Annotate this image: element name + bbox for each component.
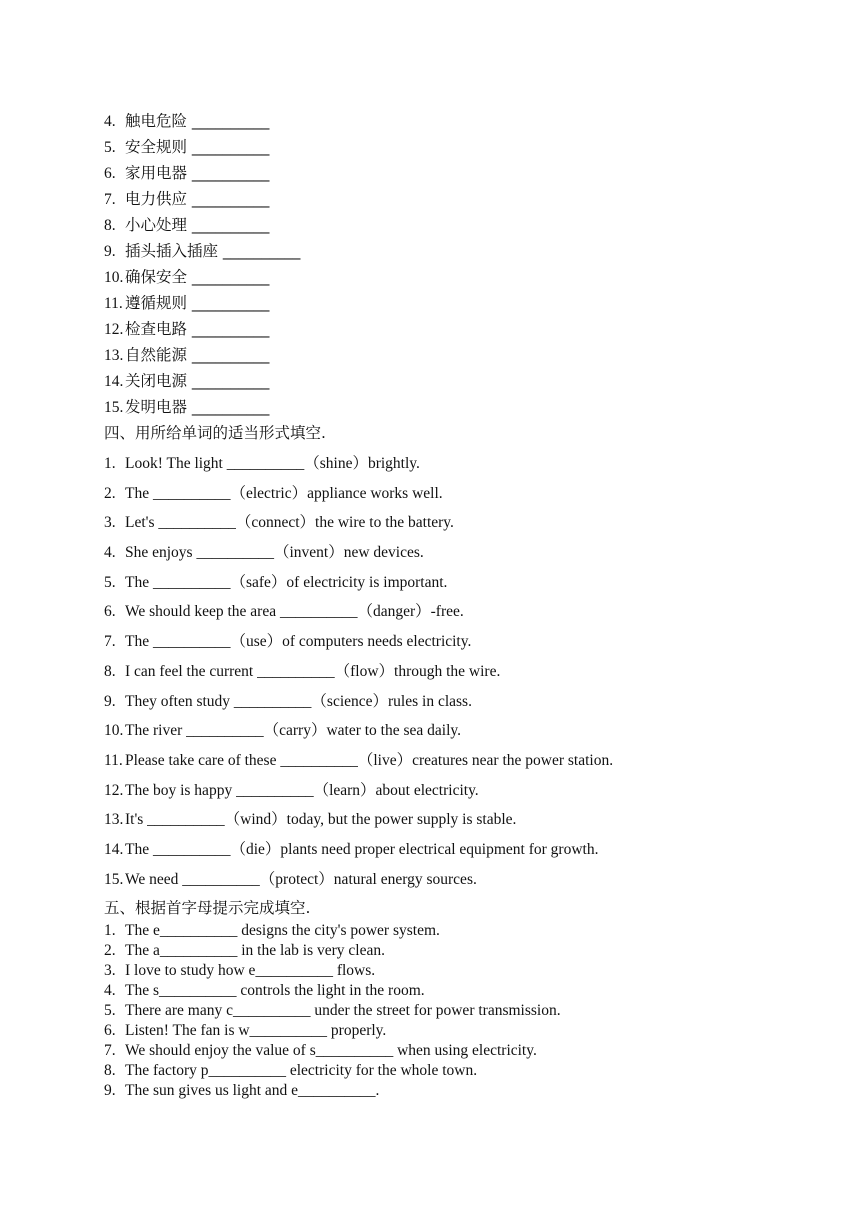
initial-letter-list: [104, 921, 561, 1101]
item-number: 4.: [104, 113, 116, 130]
list-item: [104, 921, 561, 941]
item-text: The river __________（carry）water to the sea daily.: [125, 722, 462, 740]
item-text: 电力供应 __________: [125, 190, 270, 208]
word-form-list: [104, 449, 613, 894]
item-number: 8.: [104, 217, 116, 234]
item-text: 插头插入插座 __________: [125, 242, 301, 260]
list-item: [104, 687, 613, 717]
list-item: [104, 835, 613, 865]
item-text: 小心处理 __________: [125, 216, 270, 234]
item-number: 11.: [104, 295, 123, 312]
item-text: I can feel the current __________（flow）through the wire.: [125, 662, 501, 680]
item-text: I love to study how e__________ flows.: [125, 962, 376, 979]
list-item: [104, 316, 300, 342]
list-item: [104, 981, 561, 1001]
item-text: Look! The light __________（shine）brightly.: [125, 455, 420, 472]
item-text: The boy is happy __________（learn）about electricity.: [125, 781, 479, 799]
item-text: The s__________ controls the light in the room.: [125, 982, 425, 999]
item-number: 9.: [104, 243, 116, 260]
list-item: [104, 941, 561, 961]
item-text: The a__________ in the lab is very clean.: [125, 942, 385, 959]
item-text: We should keep the area __________（danger）-free.: [125, 603, 464, 621]
list-item: [104, 108, 300, 134]
section-five-heading: 五、根据首字母提示完成填空.: [104, 899, 311, 917]
item-text: We need __________（protect）natural energy sources.: [125, 870, 477, 888]
item-text: It's __________（wind）today, but the power supply is stable.: [125, 811, 517, 829]
item-number: 13.: [104, 347, 124, 364]
item-text: Listen! The fan is w__________ properly.: [125, 1022, 387, 1039]
item-number: 13.: [104, 811, 124, 829]
list-item: [104, 776, 613, 806]
item-number: 9.: [104, 1082, 116, 1099]
list-item: [104, 746, 613, 776]
item-text: 自然能源 __________: [125, 346, 270, 364]
item-text: 家用电器 __________: [125, 164, 270, 182]
list-item: [104, 508, 613, 538]
list-item: [104, 627, 613, 657]
item-number: 14.: [104, 840, 124, 858]
list-item: [104, 716, 613, 746]
item-text: The sun gives us light and e__________.: [125, 1082, 380, 1099]
item-text: 遵循规则 __________: [125, 294, 270, 312]
list-item: [104, 264, 300, 290]
item-text: The __________（electric）appliance works well.: [125, 484, 443, 502]
list-item: [104, 657, 613, 687]
phrase-list: [104, 108, 300, 420]
item-text: The e__________ designs the city's power system.: [125, 922, 440, 939]
item-number: 15.: [104, 870, 124, 888]
item-text: 安全规则 __________: [125, 138, 270, 156]
item-number: 10.: [104, 269, 124, 286]
list-item: [104, 134, 300, 160]
item-text: The __________（safe）of electricity is important.: [125, 573, 448, 591]
item-text: The __________（use）of computers needs electricity.: [125, 633, 472, 651]
item-text: The __________（die）plants need proper electrical equipment for growth.: [125, 840, 599, 858]
item-number: 2.: [104, 942, 116, 959]
list-item: [104, 1021, 561, 1041]
item-text: 发明电器 __________: [125, 398, 270, 416]
list-item: [104, 597, 613, 627]
item-text: There are many c__________ under the street for power transmission.: [125, 1002, 561, 1019]
list-item: [104, 394, 300, 420]
item-number: 7.: [104, 633, 116, 651]
item-number: 9.: [104, 692, 116, 710]
item-text: 确保安全 __________: [125, 268, 270, 286]
list-item: [104, 1081, 561, 1101]
item-number: 5.: [104, 139, 116, 156]
list-item: [104, 290, 300, 316]
item-number: 6.: [104, 1022, 116, 1039]
section-four-heading: 四、用所给单词的适当形式填空.: [104, 424, 326, 442]
item-number: 3.: [104, 962, 116, 979]
list-item: [104, 449, 613, 479]
item-number: 11.: [104, 751, 123, 769]
item-number: 4.: [104, 544, 116, 562]
item-number: 2.: [104, 484, 116, 502]
item-number: 15.: [104, 399, 124, 416]
list-item: [104, 1001, 561, 1021]
list-item: [104, 538, 613, 568]
item-number: 8.: [104, 1062, 116, 1079]
list-item: [104, 160, 300, 186]
item-number: 5.: [104, 1002, 116, 1019]
list-item: [104, 368, 300, 394]
item-text: 检查电路 __________: [125, 320, 270, 338]
item-text: They often study __________（science）rules in class.: [125, 692, 472, 710]
list-item: [104, 212, 300, 238]
item-text: We should enjoy the value of s__________ when using electricity.: [125, 1042, 537, 1059]
item-number: 3.: [104, 514, 116, 532]
list-item: [104, 342, 300, 368]
item-number: 12.: [104, 781, 124, 799]
item-number: 8.: [104, 662, 116, 680]
list-item: [104, 1061, 561, 1081]
item-number: 12.: [104, 321, 124, 338]
item-number: 6.: [104, 603, 116, 621]
item-number: 6.: [104, 165, 116, 182]
list-item: [104, 865, 613, 895]
item-text: Let's __________（connect）the wire to the battery.: [125, 514, 454, 532]
item-number: 4.: [104, 982, 116, 999]
item-text: The factory p__________ electricity for the whole town.: [125, 1062, 478, 1079]
item-number: 5.: [104, 573, 116, 591]
list-item: [104, 805, 613, 835]
item-number: 10.: [104, 722, 124, 740]
item-number: 14.: [104, 373, 124, 390]
item-text: 触电危险 __________: [125, 112, 270, 130]
item-number: 1.: [104, 922, 116, 939]
item-text: She enjoys __________（invent）new devices.: [125, 544, 424, 562]
list-item: [104, 961, 561, 981]
list-item: [104, 568, 613, 598]
item-number: 7.: [104, 191, 116, 208]
list-item: [104, 1041, 561, 1061]
item-number: 1.: [104, 455, 116, 472]
list-item: [104, 479, 613, 509]
list-item: [104, 238, 300, 264]
item-number: 7.: [104, 1042, 116, 1059]
item-text: Please take care of these __________（live）creatures near the power station.: [125, 751, 614, 769]
list-item: [104, 186, 300, 212]
item-text: 关闭电源 __________: [125, 372, 270, 390]
